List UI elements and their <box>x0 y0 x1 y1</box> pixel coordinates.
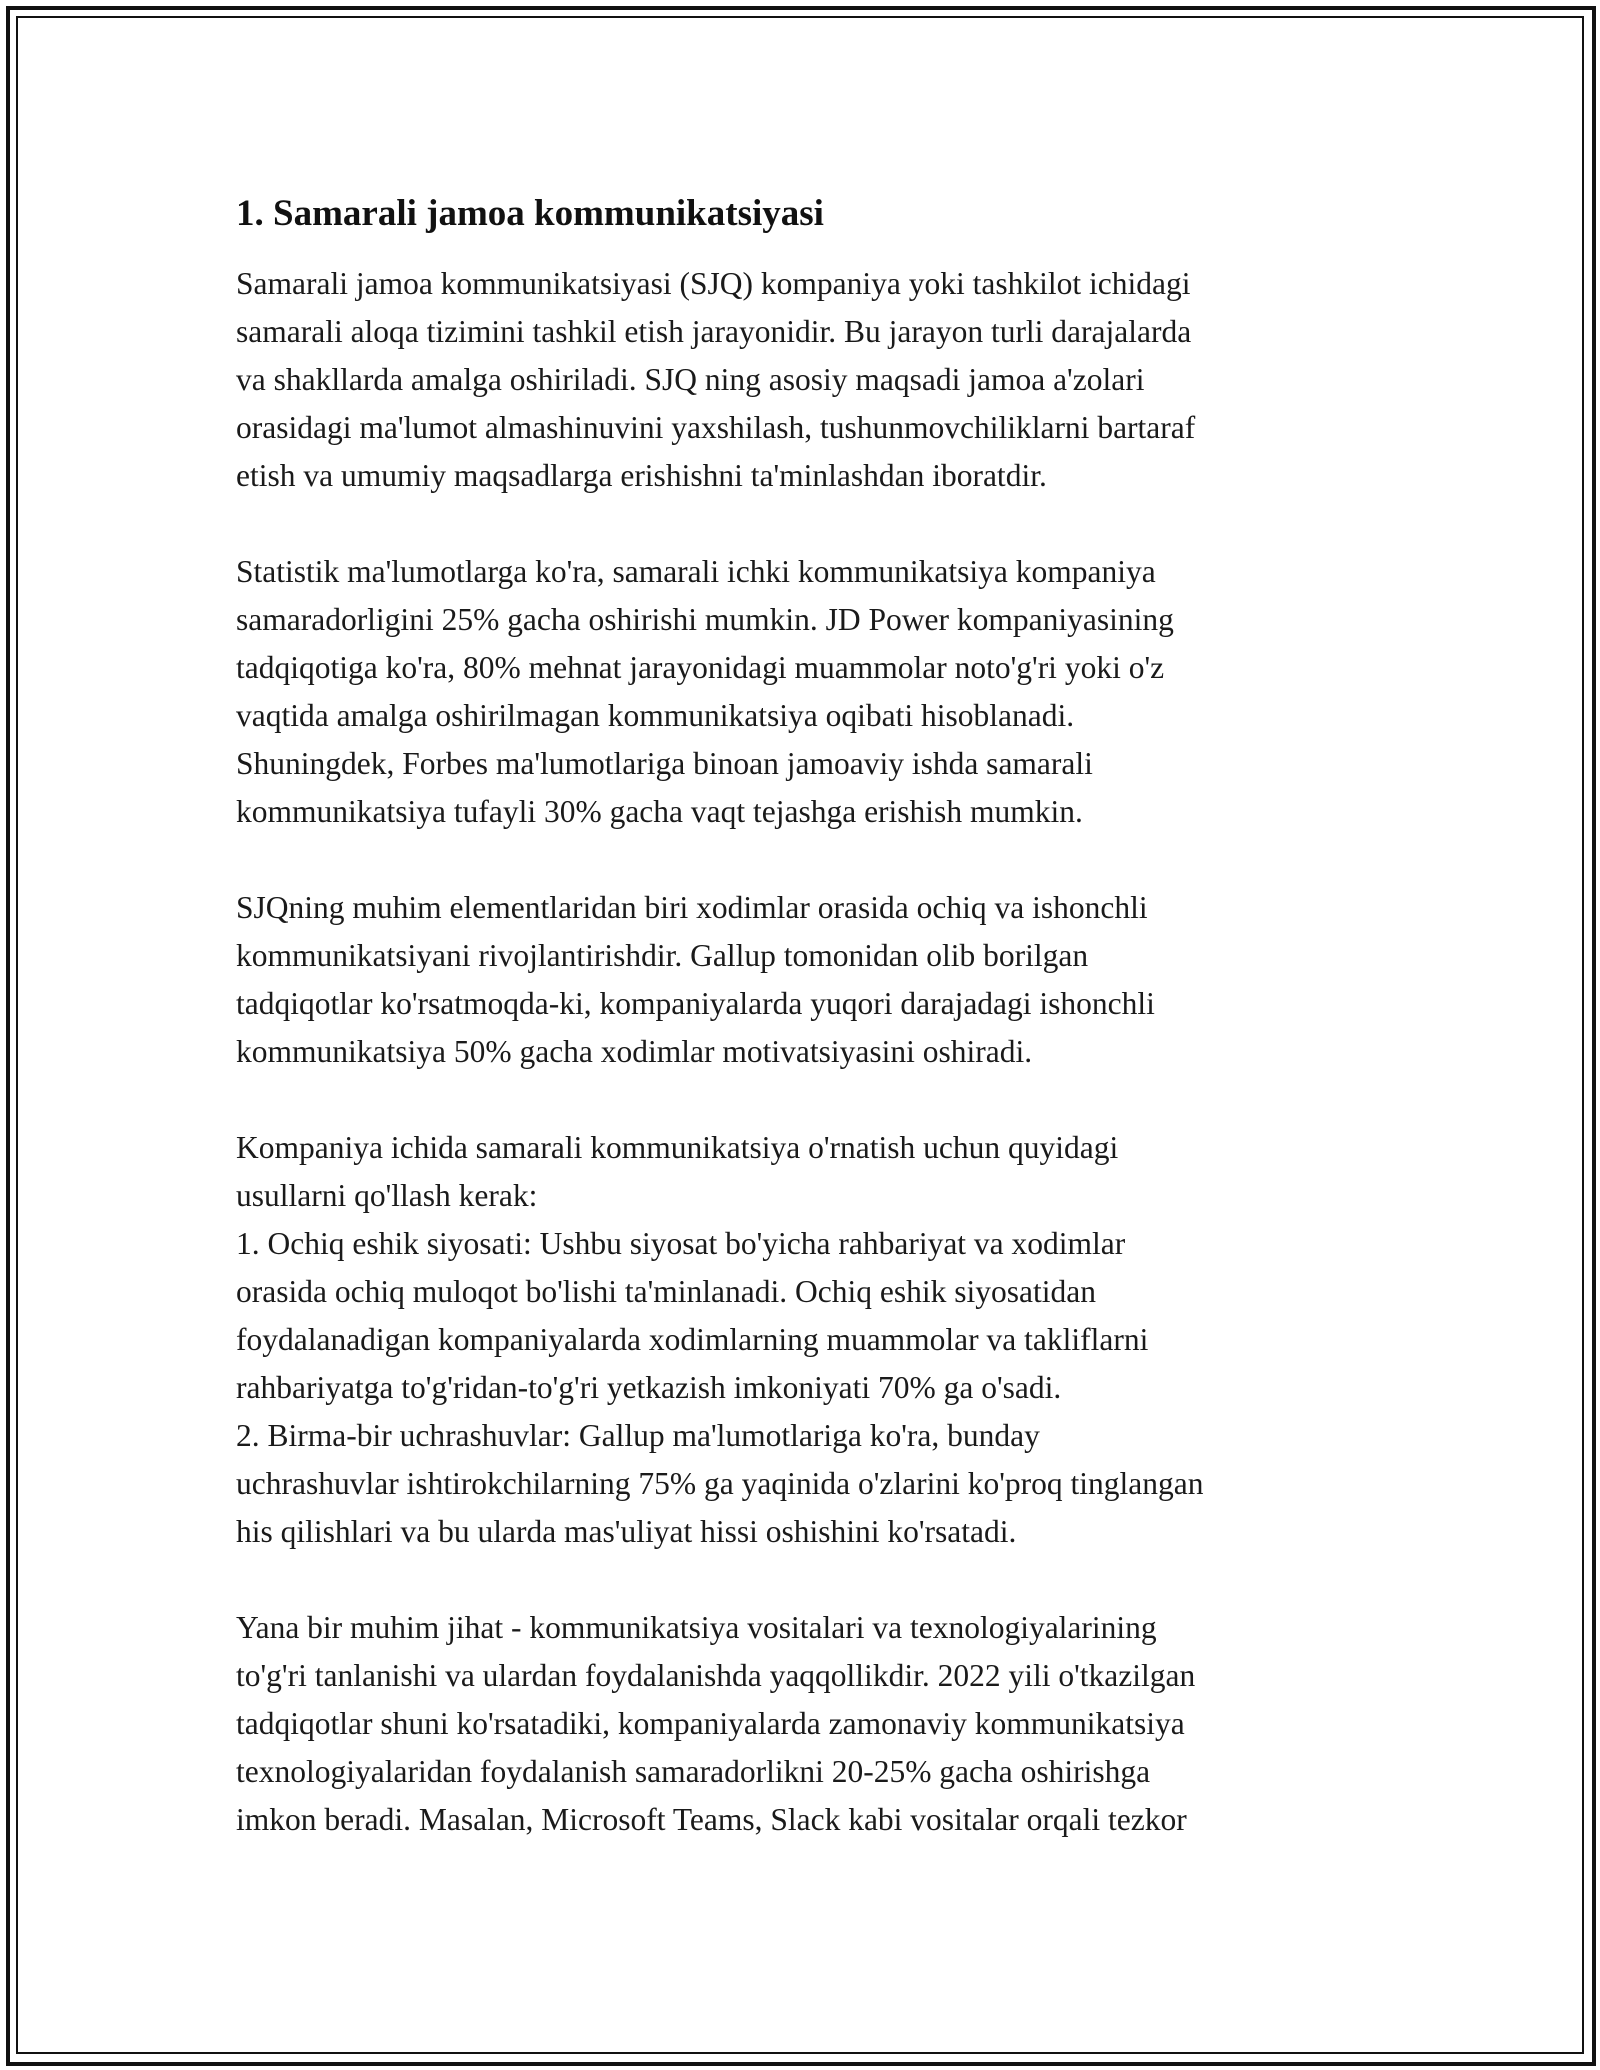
text-line: SJQning muhim elementlaridan biri xodimlar orasida ochiq va ishonchli <box>236 890 1148 925</box>
text-line: samarali aloqa tizimini tashkil etish jarayonidir. Bu jarayon turli darajalarda <box>236 314 1192 349</box>
section-heading: 1. Samarali jamoa kommunikatsiyasi <box>236 193 824 234</box>
paragraph-methods <box>236 1124 1381 1556</box>
paragraph-trust <box>236 884 1381 1076</box>
text-line: etish va umumiy maqsadlarga erishishni ta'minlashdan iboratdir. <box>236 458 1047 493</box>
text-line: texnologiyalaridan foydalanish samaradorlikni 20-25% gacha oshirishga <box>236 1754 1151 1789</box>
text-line: foydalanadigan kompaniyalarda xodimlarning muammolar va takliflarni <box>236 1322 1149 1357</box>
text-line: kommunikatsiyani rivojlantirishdir. Gallup tomonidan olib borilgan <box>236 938 1089 973</box>
document-body <box>236 190 1381 1892</box>
text-line: Samarali jamoa kommunikatsiyasi (SJQ) kompaniya yoki tashkilot ichidagi <box>236 266 1191 301</box>
text-line: his qilishlari va bu ularda mas'uliyat hissi oshishini ko'rsatadi. <box>236 1514 1017 1549</box>
text-line: samaradorligini 25% gacha oshirishi mumkin. JD Power kompaniyasining <box>236 602 1174 637</box>
text-line: Kompaniya ichida samarali kommunikatsiya o'rnatish uchun quyidagi <box>236 1130 1119 1165</box>
text-line: usullarni qo'llash kerak: <box>236 1178 538 1213</box>
text-line: orasida ochiq muloqot bo'lishi ta'minlanadi. Ochiq eshik siyosatidan <box>236 1274 1096 1309</box>
text-line: tadqiqotiga ko'ra, 80% mehnat jarayonidagi muammolar noto'g'ri yoki o'z <box>236 650 1165 685</box>
text-line: rahbariyatga to'g'ridan-to'g'ri yetkazish imkoniyati 70% ga o'sadi. <box>236 1370 1062 1405</box>
text-line: imkon beradi. Masalan, Microsoft Teams, Slack kabi vositalar orqali tezkor <box>236 1802 1187 1837</box>
text-line: uchrashuvlar ishtirokchilarning 75% ga yaqinida o'zlarini ko'proq tinglangan <box>236 1466 1204 1501</box>
text-line: kommunikatsiya tufayli 30% gacha vaqt tejashga erishish mumkin. <box>236 794 1083 829</box>
text-line: Shuningdek, Forbes ma'lumotlariga binoan jamoaviy ishda samarali <box>236 746 1093 781</box>
text-line: vaqtida amalga oshirilmagan kommunikatsiya oqibati hisoblanadi. <box>236 698 1075 733</box>
text-line: kommunikatsiya 50% gacha xodimlar motivatsiyasini oshiradi. <box>236 1034 1033 1069</box>
text-line: to'g'ri tanlanishi va ulardan foydalanishda yaqqollikdir. 2022 yili o'tkazilgan <box>236 1658 1196 1693</box>
paragraph-statistics <box>236 548 1381 836</box>
text-line: tadqiqotlar ko'rsatmoqda-ki, kompaniyalarda yuqori darajadagi ishonchli <box>236 986 1155 1021</box>
text-line: va shakllarda amalga oshiriladi. SJQ ning asosiy maqsadi jamoa a'zolari <box>236 362 1145 397</box>
list-item: 2. Birma-bir uchrashuvlar: Gallup ma'lumotlariga ko'ra, bunday <box>236 1418 1040 1453</box>
text-line: Yana bir muhim jihat - kommunikatsiya vositalari va texnologiyalarining <box>236 1610 1157 1645</box>
paragraph-intro <box>236 260 1381 500</box>
paragraph-technology <box>236 1604 1381 1844</box>
text-line: orasidagi ma'lumot almashinuvini yaxshilash, tushunmovchiliklarni bartaraf <box>236 410 1196 445</box>
text-line: tadqiqotlar shuni ko'rsatadiki, kompaniyalarda zamonaviy kommunikatsiya <box>236 1706 1185 1741</box>
list-item: 1. Ochiq eshik siyosati: Ushbu siyosat bo'yicha rahbariyat va xodimlar <box>236 1226 1126 1261</box>
text-line: Statistik ma'lumotlarga ko'ra, samarali ichki kommunikatsiya kompaniya <box>236 554 1156 589</box>
